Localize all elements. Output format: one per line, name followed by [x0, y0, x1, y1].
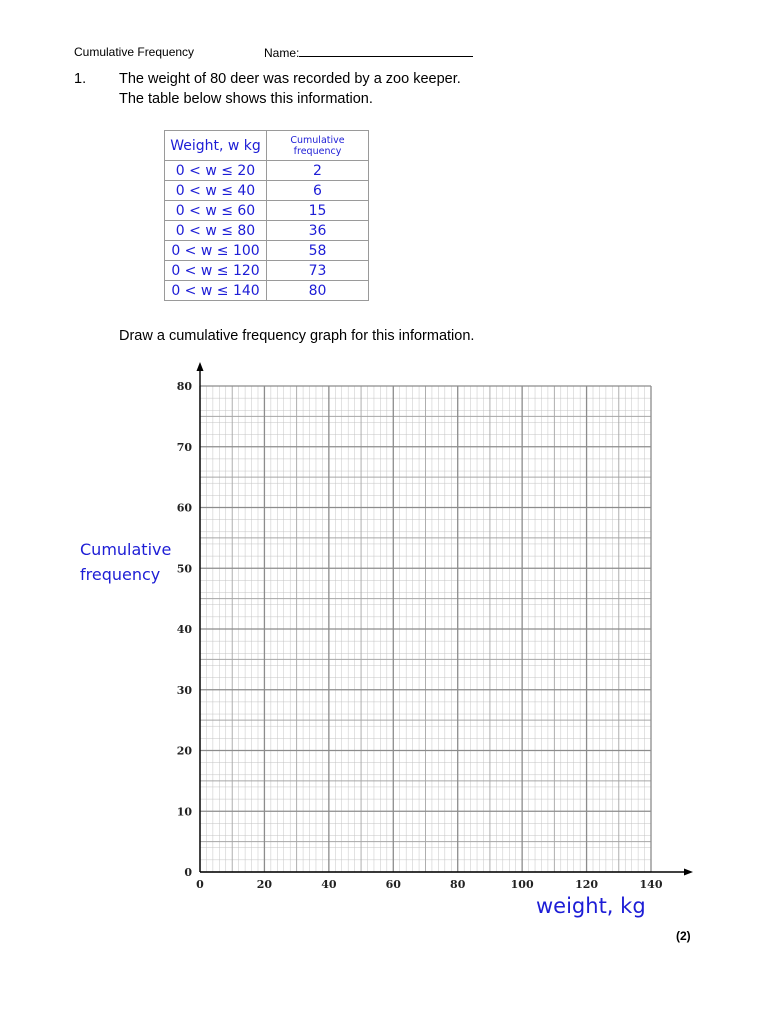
x-tick-labels: [196, 878, 663, 891]
x-tick-label: 0: [196, 878, 204, 891]
x-tick-label: 120: [575, 878, 599, 891]
weight-cell: 0 < w ≤ 40: [165, 181, 267, 201]
frequency-cell: 2: [267, 161, 369, 181]
weight-cell: 0 < w ≤ 80: [165, 221, 267, 241]
y-tick-label: 50: [176, 562, 192, 576]
weight-cell: 0 < w ≤ 120: [165, 261, 267, 281]
x-tick-label: 40: [321, 878, 337, 891]
frequency-cell: 36: [267, 221, 369, 241]
y-tick-label: 70: [176, 440, 192, 454]
x-axis-arrowhead: [684, 869, 693, 876]
frequency-cell: 6: [267, 181, 369, 201]
x-tick-label: 60: [385, 878, 401, 891]
x-tick-label: 140: [639, 878, 663, 891]
table-header-weight: Weight, w kg: [165, 131, 267, 161]
y-tick-label: 60: [176, 501, 192, 515]
x-tick-label: 80: [450, 878, 466, 891]
y-axis-label: Cumulative frequency: [80, 540, 172, 584]
frequency-cell: 58: [267, 241, 369, 261]
question-text-line-1: The weight of 80 deer was recorded by a zoo keeper.: [119, 71, 461, 87]
table-header-cumulative-frequency: Cumulative frequency: [267, 131, 369, 161]
y-tick-label: 80: [176, 380, 192, 393]
x-axis-label: weight, kg: [536, 894, 646, 918]
y-tick-label: 30: [176, 683, 192, 697]
marks-label: (2): [676, 929, 691, 943]
frequency-cell: 80: [267, 281, 369, 301]
question-text-line-2: The table below shows this information.: [119, 91, 373, 107]
weight-cell: 0 < w ≤ 20: [165, 161, 267, 181]
y-tick-label: 10: [176, 805, 192, 819]
y-tick-label: 40: [176, 623, 192, 636]
x-tick-label: 20: [256, 878, 273, 891]
worksheet-title: Cumulative Frequency: [74, 45, 195, 59]
frequency-cell: 73: [267, 261, 369, 281]
question-number: 1.: [74, 71, 87, 87]
name-label: Name:: [264, 46, 300, 60]
weight-cell: 0 < w ≤ 60: [165, 201, 267, 221]
y-tick-label: 0: [184, 866, 192, 879]
y-tick-label: 20: [176, 744, 192, 758]
frequency-cell: 15: [267, 201, 369, 221]
x-tick-label: 100: [510, 878, 534, 891]
instruction-text: Draw a cumulative frequency graph for this information.: [119, 328, 475, 344]
y-axis-arrowhead: [197, 362, 204, 371]
weight-cell: 0 < w ≤ 100: [165, 241, 267, 261]
weight-cell: 0 < w ≤ 140: [165, 281, 267, 301]
y-tick-labels: [177, 380, 193, 879]
